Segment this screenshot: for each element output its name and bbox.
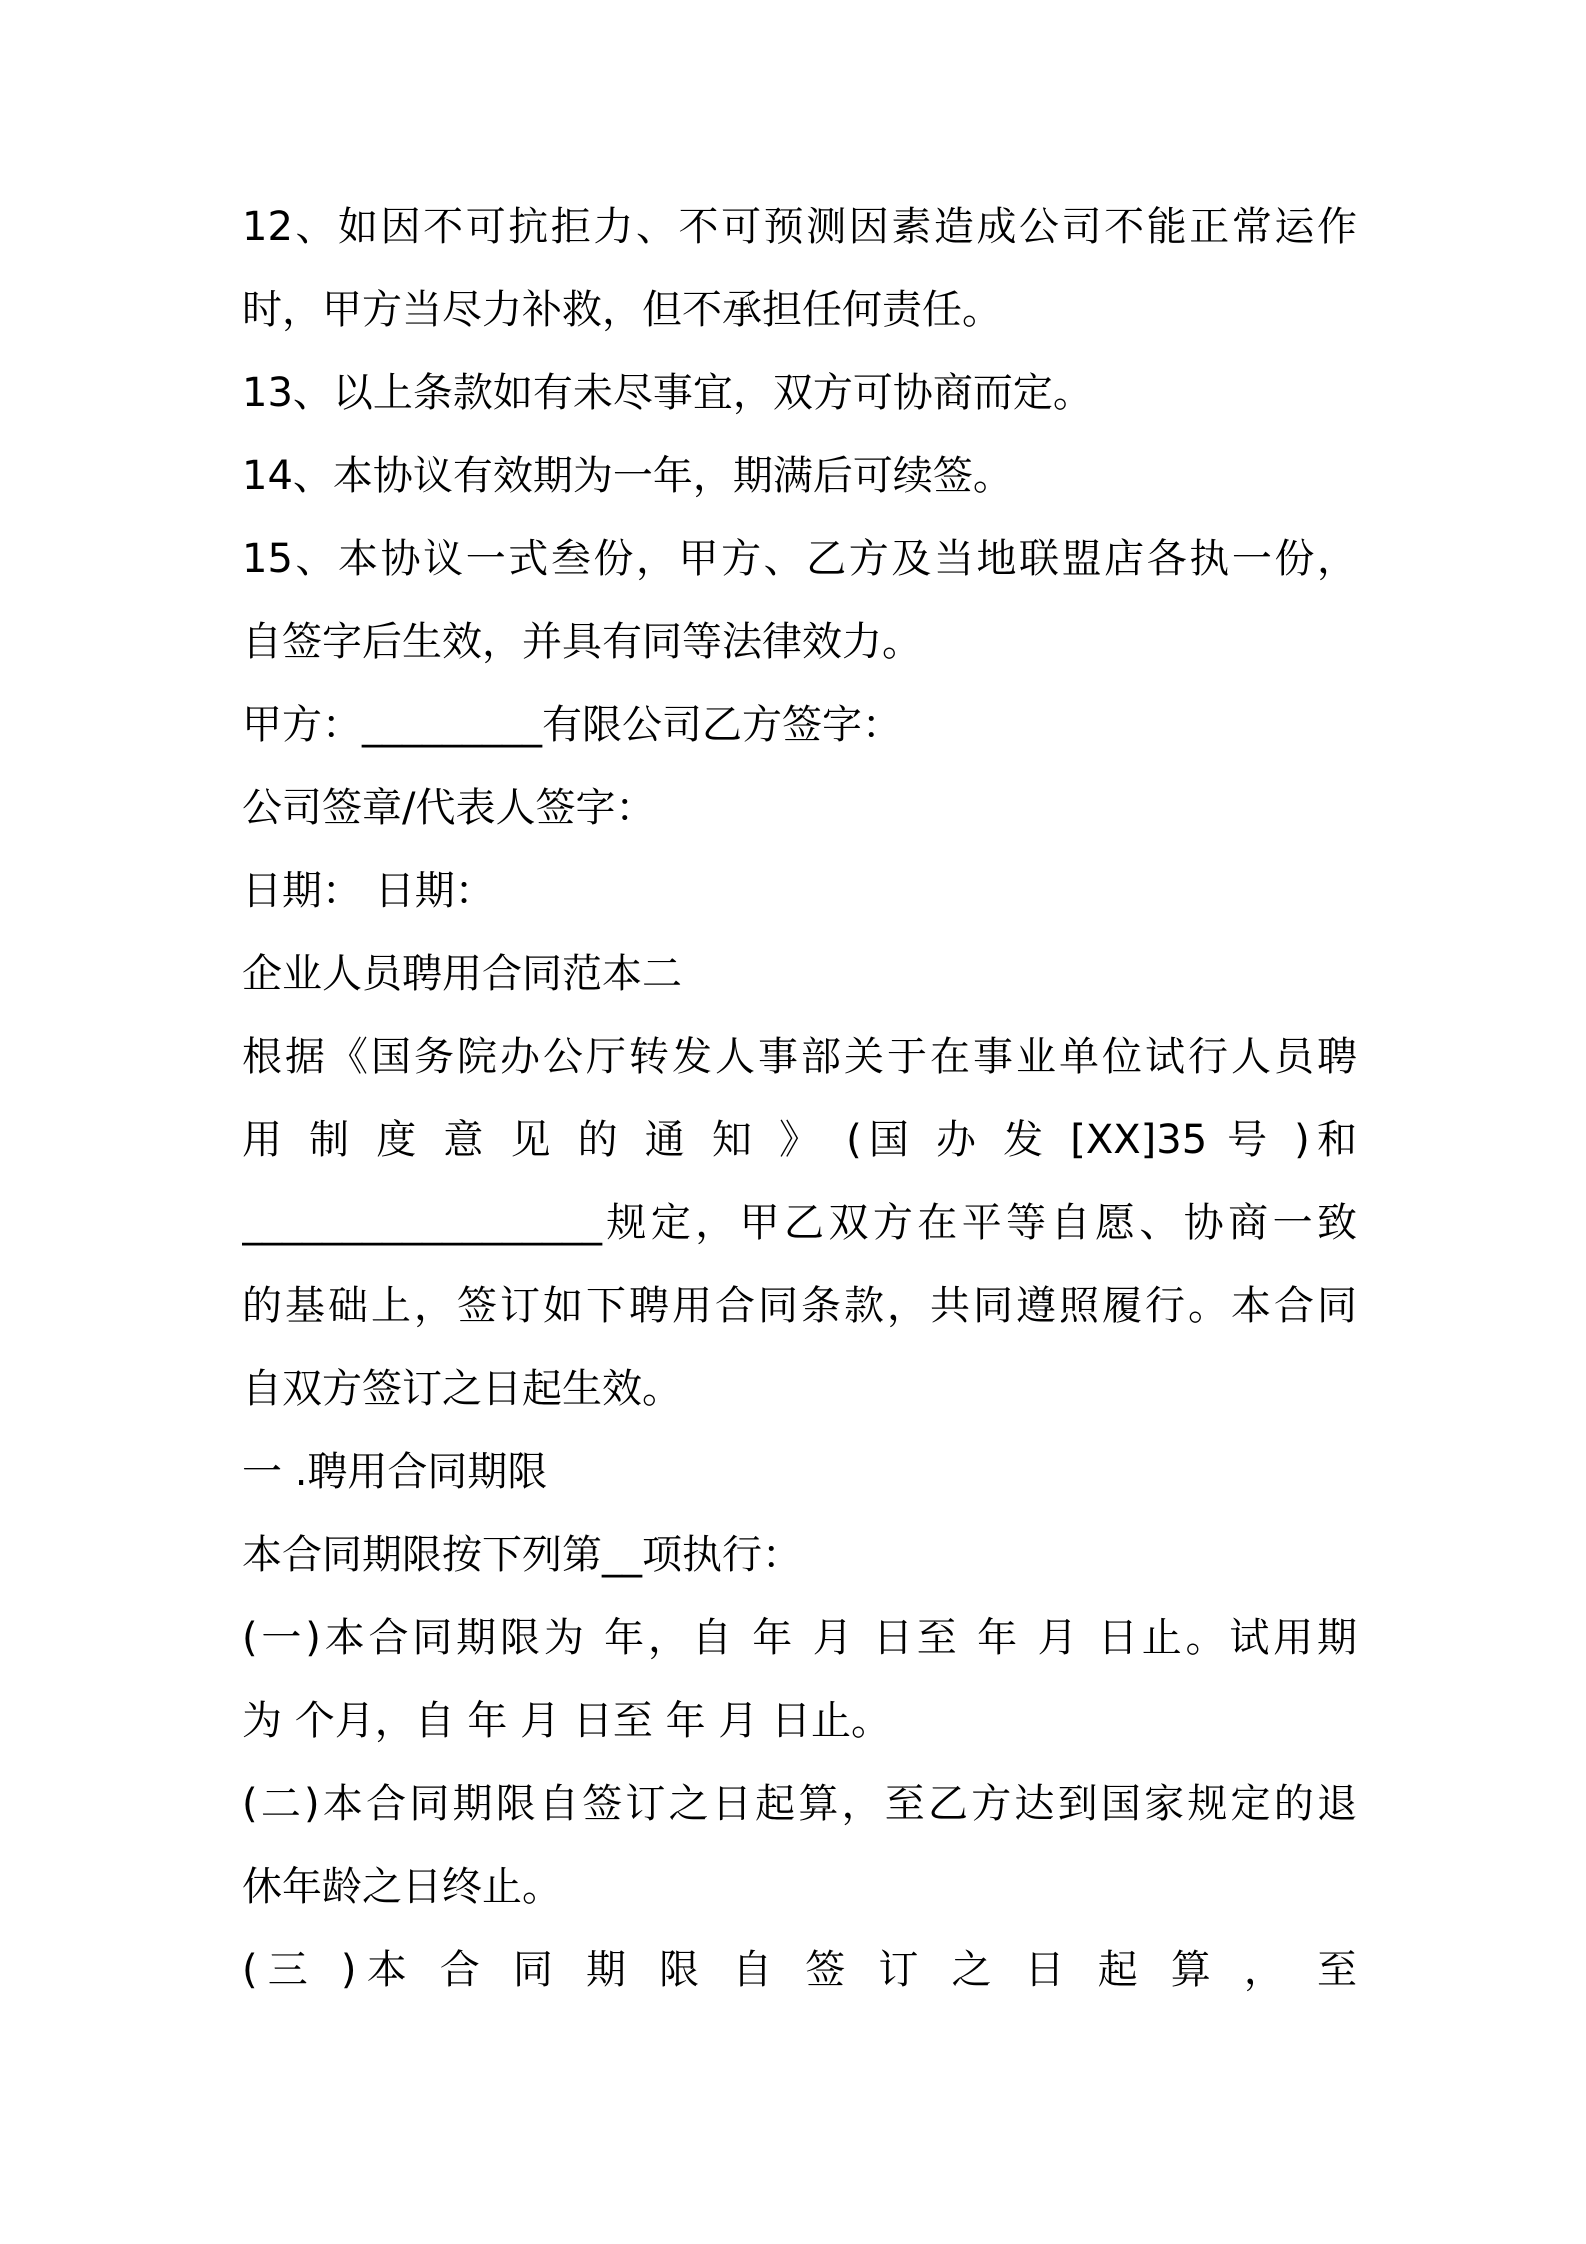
section-title: 企业人员聘用合同范本二 bbox=[242, 951, 682, 997]
clause-12-line-1: 12、如因不可抗拒力、不可预测因素造成公司不能正常运作 bbox=[242, 204, 1357, 250]
article-1-heading: 一 .聘用合同期限 bbox=[242, 1449, 548, 1495]
term-option-1-line-1: (一)本合同期限为 年，自 年 月 日至 年 月 日止。试用期 bbox=[242, 1615, 1357, 1661]
preamble-line-3: __________________规定，甲乙双方在平等自愿、协商一致 bbox=[242, 1200, 1357, 1246]
term-option-3-line-1: (三 )本 合 同 期 限 自 签 订 之 日 起 算 ， 至 bbox=[242, 1947, 1357, 1993]
preamble-line-1: 根据《国务院办公厅转发人事部关于在事业单位试行人员聘 bbox=[242, 1034, 1357, 1080]
preamble-line-2: 用 制 度 意 见 的 通 知 》 (国 办 发 [XX]35 号 )和 bbox=[242, 1117, 1357, 1163]
term-option-intro: 本合同期限按下列第__项执行： bbox=[242, 1532, 802, 1578]
clause-15-line-2: 自签字后生效，并具有同等法律效力。 bbox=[242, 619, 922, 665]
date-line: 日期： 日期： bbox=[242, 868, 495, 914]
company-seal-line: 公司签章/代表人签字： bbox=[242, 785, 656, 831]
document-body bbox=[242, 197, 1357, 2023]
clause-15-line-1: 15、本协议一式叁份，甲方、乙方及当地联盟店各执一份， bbox=[242, 536, 1357, 582]
term-option-2-line-2: 休年龄之日终止。 bbox=[242, 1864, 562, 1910]
term-option-2-line-1: (二)本合同期限自签订之日起算，至乙方达到国家规定的退 bbox=[242, 1781, 1357, 1827]
clause-13: 13、以上条款如有未尽事宜，双方可协商而定。 bbox=[242, 370, 1093, 416]
clause-14: 14、本协议有效期为一年，期满后可续签。 bbox=[242, 453, 1013, 499]
term-option-1-line-2: 为 个月，自 年 月 日至 年 月 日止。 bbox=[242, 1698, 892, 1744]
party-a-signature-line: 甲方：_________有限公司乙方签字： bbox=[242, 702, 902, 748]
preamble-line-5: 自双方签订之日起生效。 bbox=[242, 1366, 682, 1412]
preamble-line-4: 的基础上，签订如下聘用合同条款，共同遵照履行。本合同 bbox=[242, 1283, 1357, 1329]
clause-12-line-2: 时，甲方当尽力补救，但不承担任何责任。 bbox=[242, 287, 1002, 333]
